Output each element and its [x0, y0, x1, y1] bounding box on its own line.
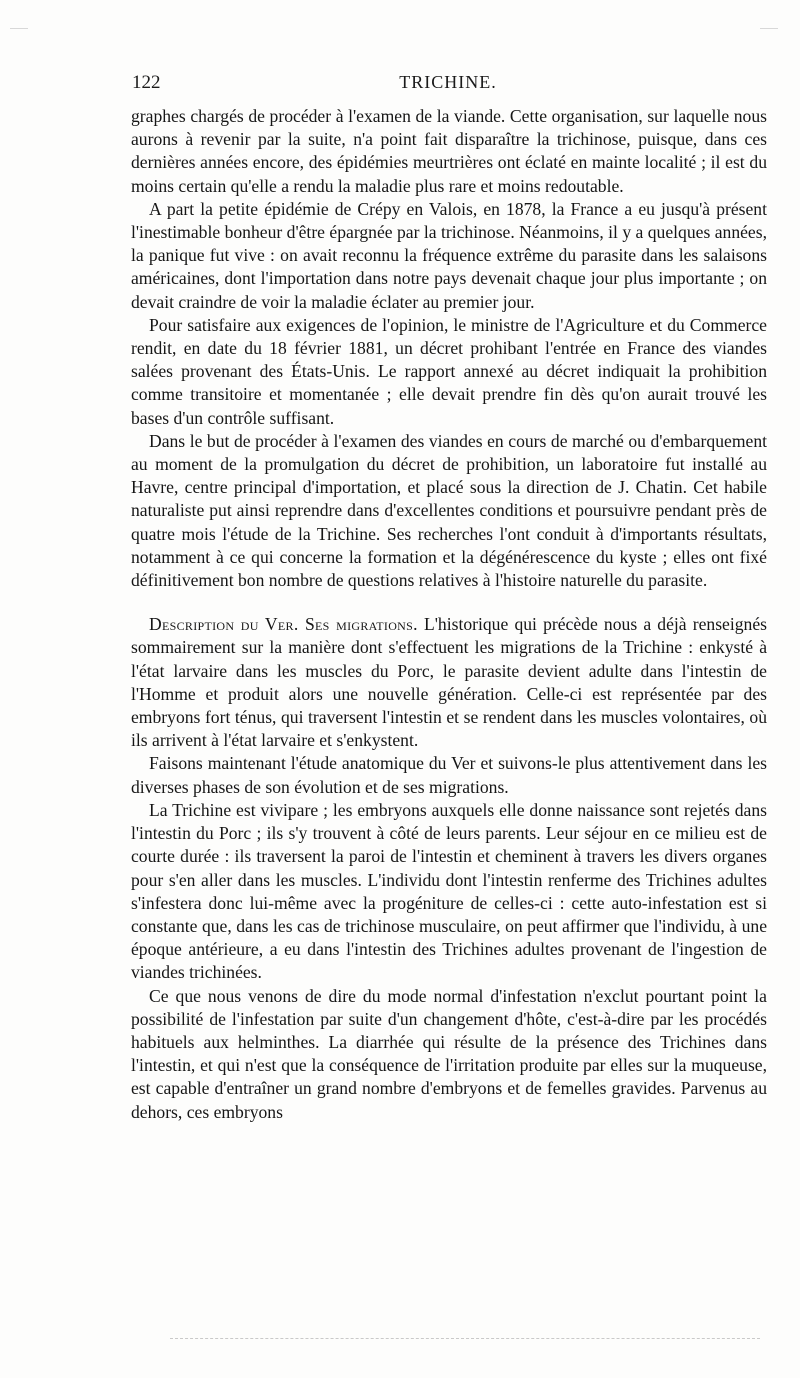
- paragraph: Faisons maintenant l'étude anatomique du Ver et suivons-le plus attentivement dans les diverses phases de son évolution et de ses migrations.: [131, 753, 767, 797]
- running-head: [128, 72, 768, 98]
- footer-scan-artifact: [170, 1338, 760, 1339]
- scan-edge-mark: [760, 28, 778, 29]
- section-heading: Description du Ver. Ses migrations.: [149, 614, 418, 635]
- paragraph: graphes chargés de procéder à l'examen de la viande. Cette organisation, sur laquelle nous aurons à revenir par la suite, n'a point fait disparaître la trichinose, puisque, dans ces dernières années encore, des épidémies meurtrières ont éclaté en mainte localité ; il est du moins certain qu'elle a rendu la maladie plus rare et moins redoutable.: [131, 106, 767, 196]
- paragraph: Ce que nous venons de dire du mode normal d'infestation n'exclut pourtant point la possibilité de l'infestation par suite d'un changement d'hôte, c'est-à-dire par les procédés habituels aux helminthes. La diarrhée qui résulte de la présence des Trichines dans l'intestin, et qui n'est que la conséquence de l'irritation produite par elles sur la muqueuse, est capable d'entraîner un grand nombre d'embryons et de femelles gravides. Parvenus au dehors, ces embryons: [131, 985, 767, 1122]
- section-intro-text: L'historique qui précède nous a déjà renseignés sommairement sur la manière dont s'effectuent les migrations de la Trichine : enkysté à l'état larvaire dans les muscles du Porc, le parasite devient adulte dans l'intestin de l'Homme et produit alors une nouvelle génération. Celle-ci est représentée par des embryons fort ténus, qui traversent l'intestin et se rendent dans les muscles volontaires, où ils arrivent à l'état larvaire et s'enkystent.: [131, 614, 768, 751]
- section-intro-paragraph: [131, 613, 767, 752]
- running-title: TRICHINE.: [399, 72, 497, 92]
- scan-edge-mark: [10, 28, 28, 29]
- paragraph: Pour satisfaire aux exigences de l'opinion, le ministre de l'Agriculture et du Commerce rendit, en date du 18 février 1881, un décret prohibant l'entrée en France des viandes salées provenant des États-Unis. Le rapport annexé au décret indiquait la prohibition comme transitoire et momentanée ; elle devait prendre fin dès qu'on aurait trouvé les bases d'un contrôle suffisant.: [131, 314, 767, 428]
- paragraph: La Trichine est vivipare ; les embryons auxquels elle donne naissance sont rejetés dans l'intestin du Porc ; ils s'y trouvent à côté de leurs parents. Leur séjour en ce milieu est de courte durée : ils traversent la paroi de l'intestin et cheminent à travers les divers organes pour s'en aller dans les muscles. L'individu dont l'intestin renferme des Trichines adultes s'infestera donc lui-même avec la progéniture de celles-ci : cette auto-infestation est si constante que, dans les cas de trichinose musculaire, on peut affirmer que l'individu, à une époque antérieure, a eu dans l'intestin des Trichines adultes provenant de l'ingestion de viandes trichinées.: [131, 799, 767, 983]
- paragraph: Dans le but de procéder à l'examen des viandes en cours de marché ou d'embarquement au moment de la promulgation du décret de prohibition, un laboratoire fut installé au Havre, centre principal d'importation, et placé sous la direction de J. Chatin. Cet habile naturaliste put ainsi reprendre dans d'excellentes conditions et poursuivre pendant près de quatre mois l'étude de la Trichine. Ses recherches l'ont conduit à d'importants résultats, notamment à ce qui concerne la formation et la dégénérescence du kyste ; elles ont fixé définitivement bon nombre de questions relatives à l'histoire naturelle du parasite.: [131, 430, 767, 591]
- body-text: [131, 105, 767, 1124]
- paragraph: A part la petite épidémie de Crépy en Valois, en 1878, la France a eu jusqu'à présent l'inestimable bonheur d'être épargnée par la trichinose. Néanmoins, il y a quelques années, la panique fut vive : on avait reconnu la fréquence extrême du parasite dans les salaisons américaines, dont l'importation dans notre pays devenait chaque jour plus importante ; on devait craindre de voir la maladie éclater au premier jour.: [131, 198, 767, 312]
- page-number: 122: [132, 72, 161, 93]
